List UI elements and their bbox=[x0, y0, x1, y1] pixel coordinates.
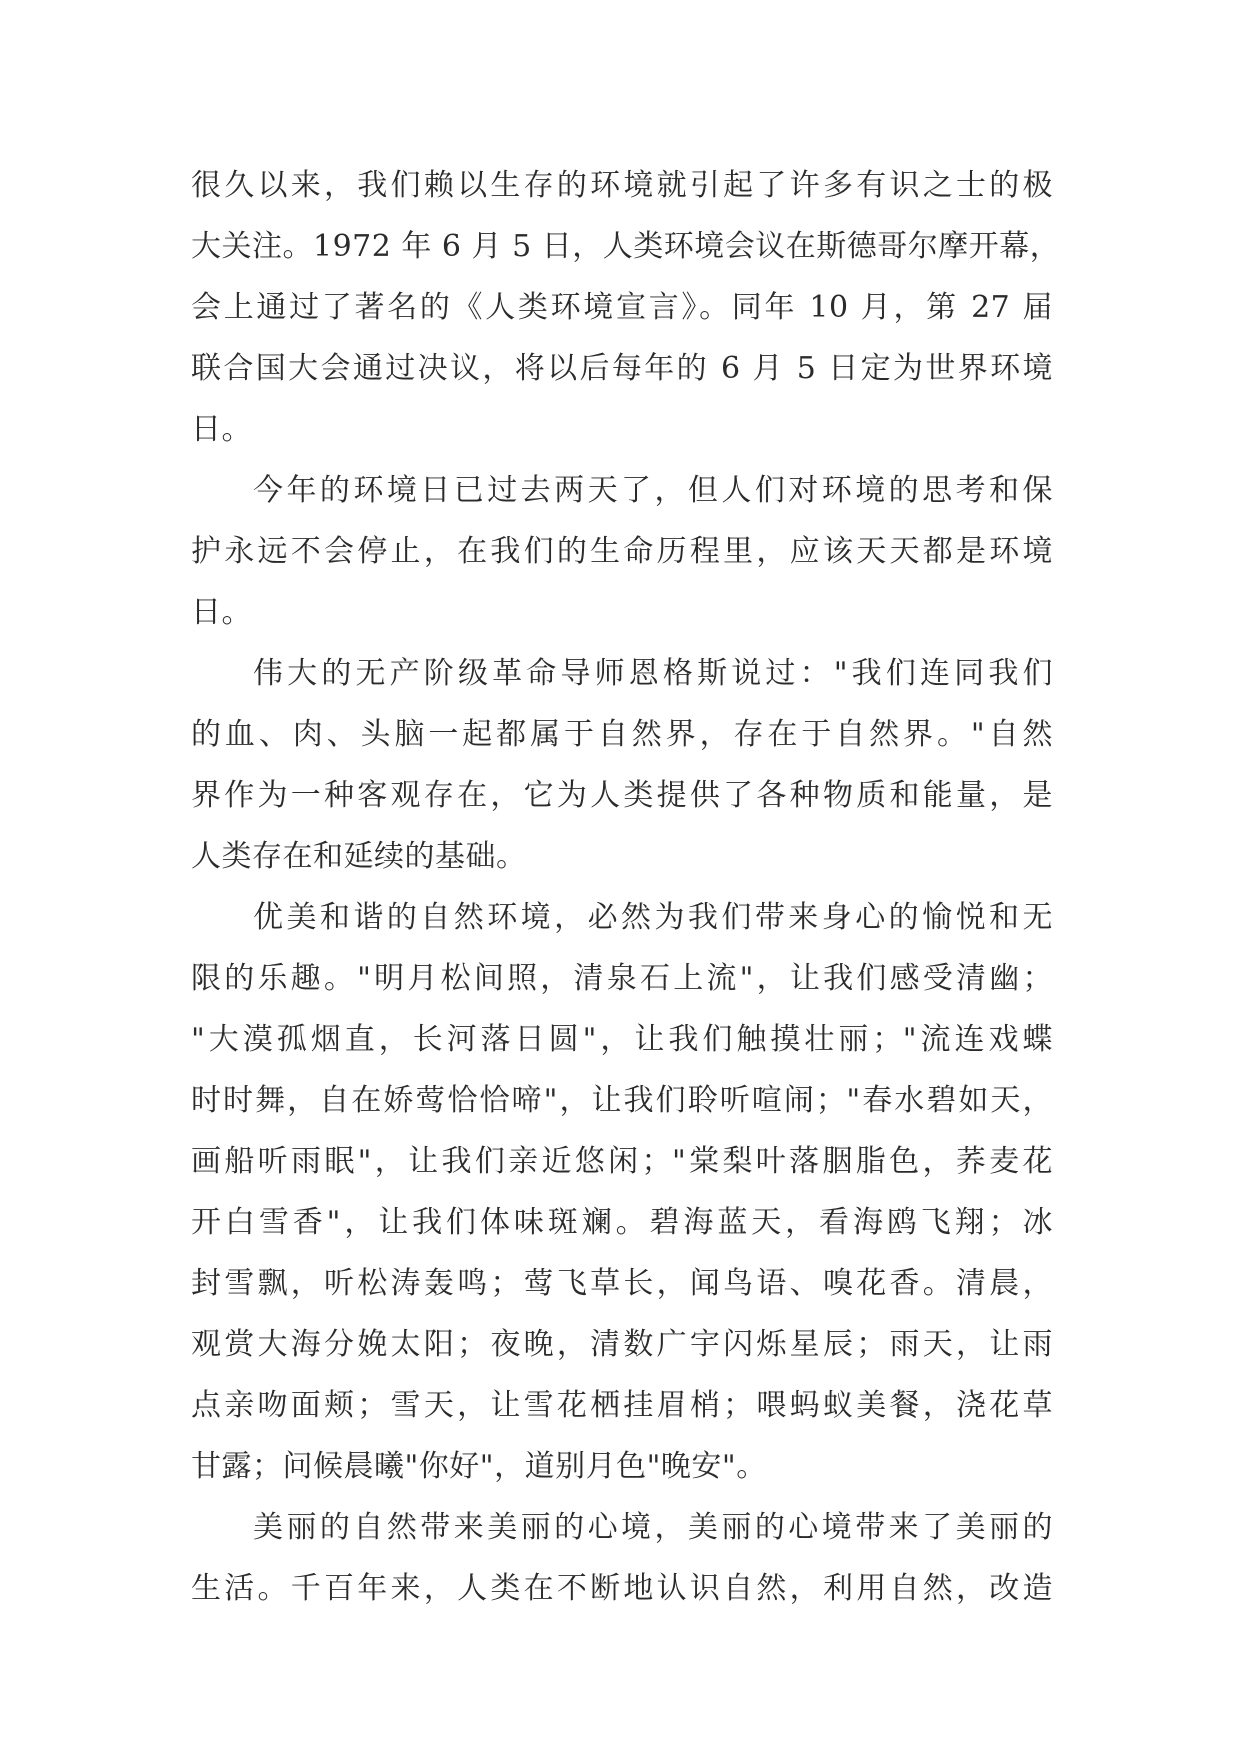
paragraph-5 bbox=[191, 1497, 1053, 1619]
text-line: "大漠孤烟直，长河落日圆"，让我们触摸壮丽；"流连戏蝶 bbox=[191, 1022, 1053, 1057]
text-line: 美丽的自然带来美丽的心境，美丽的心境带来了美丽的 bbox=[253, 1510, 1053, 1545]
text-line: 优美和谐的自然环境，必然为我们带来身心的愉悦和无 bbox=[253, 900, 1053, 935]
paragraph-2 bbox=[191, 460, 1053, 643]
text-line: 护永远不会停止，在我们的生命历程里，应该天天都是环境 bbox=[191, 534, 1053, 569]
text-line: 人类存在和延续的基础。 bbox=[191, 839, 527, 874]
text-line: 伟大的无产阶级革命导师恩格斯说过："我们连同我们 bbox=[253, 656, 1053, 691]
text-line: 时时舞，自在娇莺恰恰啼"，让我们聆听喧闹；"春水碧如天， bbox=[191, 1083, 1053, 1118]
text-line: 日。 bbox=[191, 412, 252, 447]
text-line: 界作为一种客观存在，它为人类提供了各种物质和能量，是 bbox=[191, 778, 1053, 813]
text-line: 很久以来，我们赖以生存的环境就引起了许多有识之士的极 bbox=[191, 168, 1053, 203]
text-line: 会上通过了著名的《人类环境宣言》。同年 10 月，第 27 届 bbox=[191, 290, 1053, 325]
text-line: 封雪飘，听松涛轰鸣；莺飞草长，闻鸟语、嗅花香。清晨， bbox=[191, 1266, 1053, 1301]
text-line: 联合国大会通过决议，将以后每年的 6 月 5 日定为世界环境 bbox=[191, 351, 1053, 386]
text-line: 甘露；问候晨曦"你好"，道别月色"晚安"。 bbox=[191, 1449, 767, 1484]
paragraph-4 bbox=[191, 887, 1053, 1497]
paragraph-3 bbox=[191, 643, 1053, 887]
text-line: 开白雪香"，让我们体味斑斓。碧海蓝天，看海鸥飞翔；冰 bbox=[191, 1205, 1053, 1240]
document-body bbox=[191, 155, 1061, 1619]
text-line: 画船听雨眠"，让我们亲近悠闲；"棠梨叶落胭脂色，荞麦花 bbox=[191, 1144, 1053, 1179]
text-line: 大关注。1972 年 6 月 5 日，人类环境会议在斯德哥尔摩开幕， bbox=[191, 229, 1061, 264]
paragraph-1 bbox=[191, 155, 1061, 460]
text-line: 日。 bbox=[191, 595, 252, 630]
text-line: 限的乐趣。"明月松间照，清泉石上流"，让我们感受清幽； bbox=[191, 961, 1053, 996]
text-line: 的血、肉、头脑一起都属于自然界，存在于自然界。"自然 bbox=[191, 717, 1053, 752]
text-line: 今年的环境日已过去两天了，但人们对环境的思考和保 bbox=[253, 473, 1053, 508]
text-line: 生活。千百年来，人类在不断地认识自然，利用自然，改造 bbox=[191, 1571, 1053, 1606]
text-line: 点亲吻面颊；雪天，让雪花栖挂眉梢；喂蚂蚁美餐，浇花草 bbox=[191, 1388, 1053, 1423]
text-line: 观赏大海分娩太阳；夜晚，清数广宇闪烁星辰；雨天，让雨 bbox=[191, 1327, 1053, 1362]
